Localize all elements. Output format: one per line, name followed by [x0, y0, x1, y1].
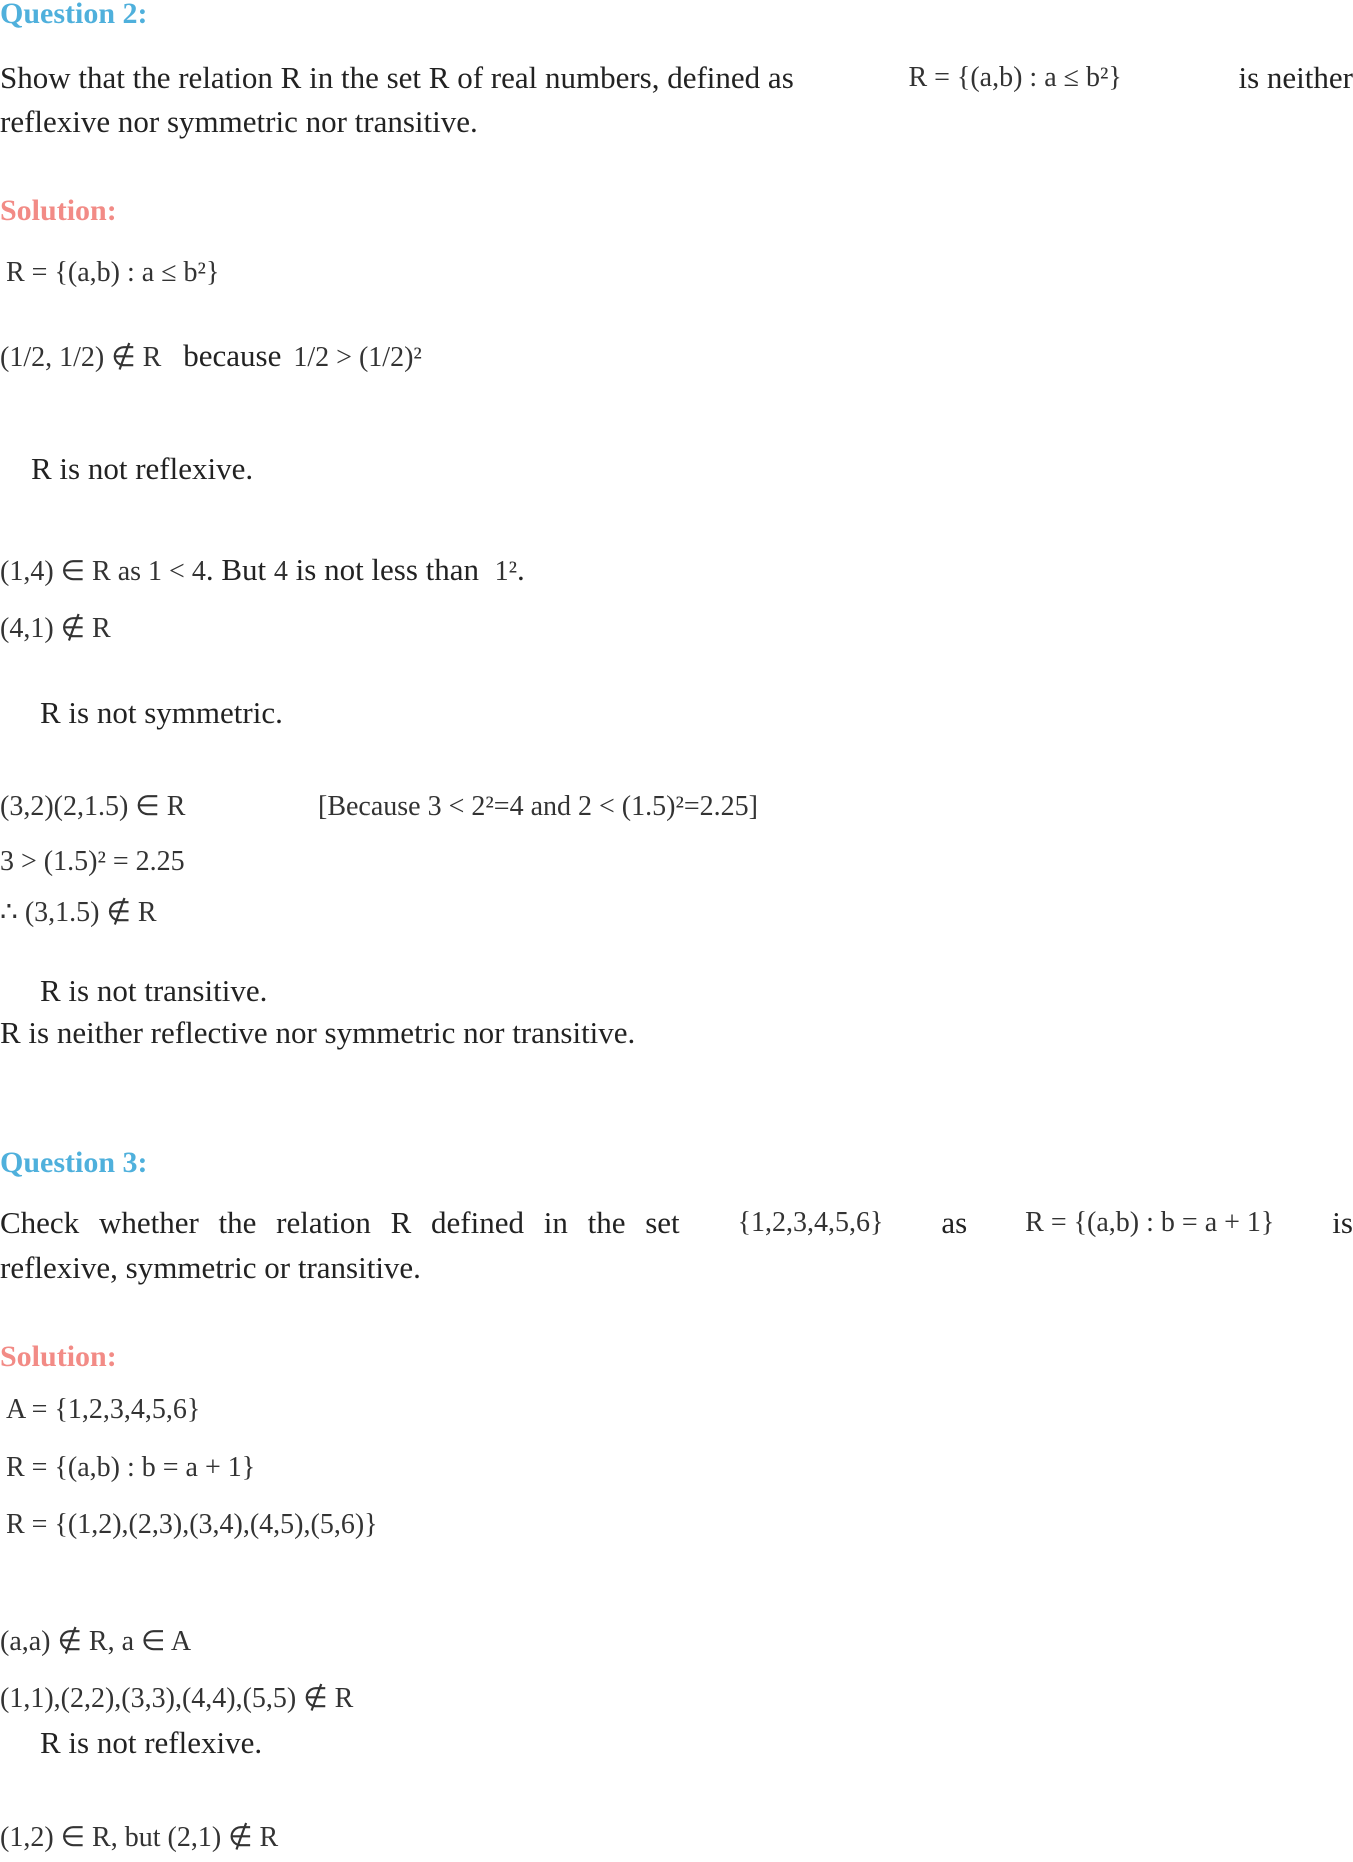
question-text: as	[941, 1205, 968, 1240]
math-line: 3 > (1.5)² = 2.25	[0, 846, 185, 877]
because-text: because	[183, 338, 282, 373]
math-line: R = {(a,b) : a ≤ b²}	[6, 257, 220, 288]
math-line: (a,a) ∉ R, a ∈ A	[0, 1626, 192, 1657]
conclusion-not-symmetric: R is not symmetric.	[40, 695, 283, 730]
conclusion-not-transitive: R is not transitive.	[40, 973, 268, 1008]
half-pair-math: (1/2, 1/2) ∉ R	[0, 342, 162, 373]
math-text: 1²	[494, 556, 517, 587]
text: is not less than	[295, 552, 480, 587]
solution-label: Solution:	[0, 1340, 117, 1373]
final-conclusion: R is neither reflective nor symmetric nor transitive.	[0, 1015, 636, 1050]
math-text: 4	[273, 556, 288, 587]
question-2-text-line1	[0, 58, 1353, 98]
question-3-text-line1	[0, 1203, 1353, 1243]
solution-label: Solution:	[0, 194, 117, 227]
question-2-heading: Question 2:	[0, 0, 148, 30]
math-line: (1,1),(2,2),(3,3),(4,4),(5,5) ∉ R	[0, 1683, 354, 1714]
question-3-text-line2: reflexive, symmetric or transitive.	[0, 1250, 421, 1285]
question-2-text-line2: reflexive nor symmetric nor transitive.	[0, 104, 478, 139]
math-line: R = {(1,2),(2,3),(3,4),(4,5),(5,6)}	[6, 1509, 378, 1540]
math-line: ∴ (3,1.5) ∉ R	[0, 897, 157, 928]
conclusion-not-reflexive: R is not reflexive.	[31, 451, 254, 486]
math-line	[0, 550, 525, 592]
math-line: (4,1) ∉ R	[0, 613, 111, 644]
text: . But	[205, 552, 267, 587]
question-3-heading: Question 3:	[0, 1146, 148, 1179]
conclusion-not-reflexive: R is not reflexive.	[40, 1725, 263, 1760]
relation-definition: R = {(a,b) : a ≤ b²}	[908, 62, 1122, 93]
math-line: (1,2) ∈ R, but (2,1) ∉ R	[0, 1822, 279, 1853]
question-text: Show that the relation R in the set R of real numbers, defined as	[0, 60, 794, 95]
question-text: is	[1332, 1205, 1353, 1240]
math-line-fractions	[0, 336, 422, 378]
relation-definition: R = {(a,b) : b = a + 1}	[1025, 1207, 1275, 1238]
math-text: (1,4) ∈ R as 1 < 4	[0, 556, 206, 587]
math-line: (3,2)(2,1.5) ∈ R	[0, 791, 186, 822]
set-definition: {1,2,3,4,5,6}	[737, 1207, 884, 1238]
math-line: R = {(a,b) : b = a + 1}	[6, 1452, 256, 1483]
question-text: Check whether the relation R defined in the set	[0, 1205, 680, 1240]
text: .	[516, 552, 525, 587]
math-line: A = {1,2,3,4,5,6}	[6, 1394, 201, 1425]
half-compare-math: 1/2 > (1/2)²	[293, 342, 422, 373]
question-text: is neither	[1238, 60, 1353, 95]
math-note: [Because 3 < 2²=4 and 2 < (1.5)²=2.25]	[318, 791, 758, 822]
